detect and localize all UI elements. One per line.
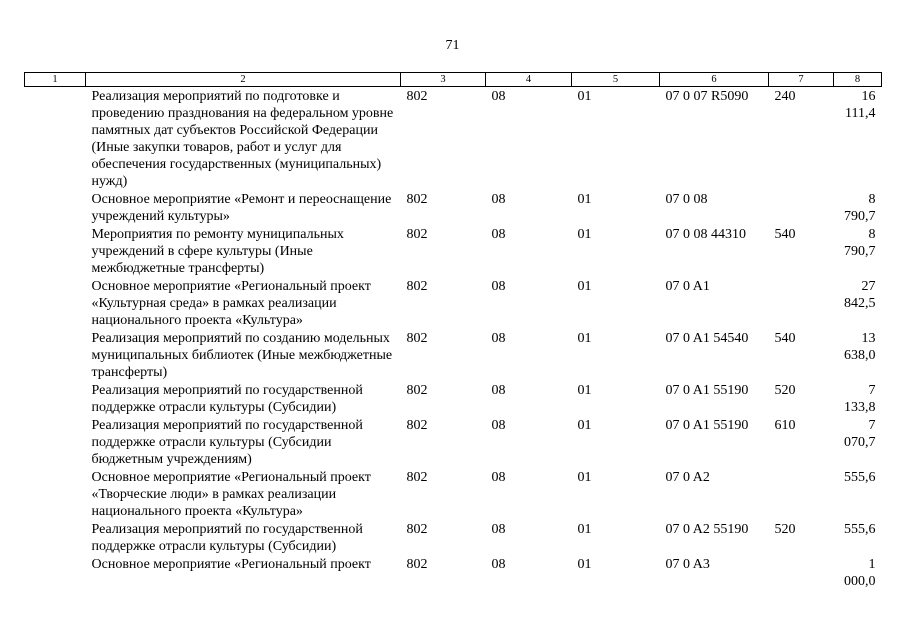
- item-name-cell: Реализация мероприятий по созданию модельных муниципальных библиотек (Иные межбюджетные трансферты): [91, 331, 393, 380]
- item-name-cell: Основное мероприятие «Региональный проект «Творческие люди» в рамках реализации национального проекта «Культура»: [91, 470, 371, 519]
- target-article-cell: 07 0 A1 55190: [665, 418, 749, 433]
- row-number-cell: [25, 225, 86, 277]
- column-header: 7: [769, 73, 834, 87]
- item-name-cell: Основное мероприятие «Ремонт и переоснащение учреждений культуры»: [91, 192, 392, 224]
- section-code-cell: 08: [491, 557, 506, 572]
- budget-table: [24, 72, 882, 590]
- row-number-cell: [25, 468, 86, 520]
- section-code-cell: 08: [491, 522, 506, 537]
- section-code-cell: 08: [491, 192, 506, 207]
- target-article-cell: 07 0 A1 55190: [665, 383, 749, 398]
- page-number: 71: [445, 38, 460, 53]
- column-header: 4: [486, 73, 572, 87]
- amount-cell: 555,6: [844, 522, 876, 537]
- item-name-cell: Реализация мероприятий по государственной поддержке отрасли культуры (Субсидии): [91, 522, 363, 554]
- column-number-row: [25, 73, 882, 87]
- grbs-code-cell: 802: [406, 331, 428, 346]
- table-row: [25, 468, 882, 520]
- amount-cell: 8 790,7: [844, 192, 876, 224]
- section-code-cell: 08: [491, 89, 506, 104]
- section-code-cell: 08: [491, 279, 506, 294]
- amount-cell: 27 842,5: [844, 279, 876, 311]
- item-name-cell: Реализация мероприятий по государственной поддержке отрасли культуры (Субсидии бюджетным учреждениям): [91, 418, 363, 467]
- amount-cell: 16 111,4: [845, 89, 876, 121]
- amount-cell: 7 070,7: [844, 418, 876, 450]
- column-header: 2: [86, 73, 401, 87]
- amount-cell: 555,6: [844, 470, 876, 485]
- grbs-code-cell: 802: [406, 227, 428, 242]
- expense-type-cell: [769, 190, 834, 225]
- item-name-cell: Мероприятия по ремонту муниципальных учреждений в сфере культуры (Иные межбюджетные трансферты): [91, 227, 344, 276]
- expense-type-cell: 540: [774, 227, 796, 242]
- grbs-code-cell: 802: [406, 192, 428, 207]
- row-number-cell: [25, 190, 86, 225]
- grbs-code-cell: 802: [406, 557, 428, 572]
- table-body: [25, 87, 882, 591]
- row-number-cell: [25, 416, 86, 468]
- table-row: [25, 555, 882, 590]
- expense-type-cell: 240: [774, 89, 796, 104]
- subsection-code-cell: 01: [577, 331, 592, 346]
- item-name-cell: Основное мероприятие «Региональный проект: [91, 557, 371, 572]
- amount-cell: 13 638,0: [844, 331, 876, 363]
- subsection-code-cell: 01: [577, 227, 592, 242]
- subsection-code-cell: 01: [577, 418, 592, 433]
- row-number-cell: [25, 381, 86, 416]
- subsection-code-cell: 01: [577, 192, 592, 207]
- amount-cell: 1 000,0: [844, 557, 876, 589]
- target-article-cell: 07 0 A1: [665, 279, 710, 294]
- target-article-cell: 07 0 08 44310: [665, 227, 746, 242]
- table-row: [25, 190, 882, 225]
- item-name-cell: Реализация мероприятий по подготовке и проведению празднования на федеральном уровне памятных дат субъектов Российской Федерации (Иные закупки товаров, работ и услуг для обеспечения государственных (муниципальных) нужд): [91, 89, 394, 189]
- table-row: [25, 329, 882, 381]
- grbs-code-cell: 802: [406, 279, 428, 294]
- expense-type-cell: [769, 468, 834, 520]
- section-code-cell: 08: [491, 418, 506, 433]
- column-header: 6: [660, 73, 769, 87]
- table-row: [25, 520, 882, 555]
- column-header: 3: [401, 73, 486, 87]
- subsection-code-cell: 01: [577, 557, 592, 572]
- table-row: [25, 87, 882, 191]
- grbs-code-cell: 802: [406, 418, 428, 433]
- subsection-code-cell: 01: [577, 470, 592, 485]
- section-code-cell: 08: [491, 470, 506, 485]
- expense-type-cell: [769, 555, 834, 590]
- grbs-code-cell: 802: [406, 383, 428, 398]
- table-row: [25, 225, 882, 277]
- row-number-cell: [25, 555, 86, 590]
- amount-cell: 7 133,8: [844, 383, 876, 415]
- target-article-cell: 07 0 A2 55190: [665, 522, 749, 537]
- row-number-cell: [25, 520, 86, 555]
- column-header: 1: [25, 73, 86, 87]
- row-number-cell: [25, 277, 86, 329]
- target-article-cell: 07 0 A1 54540: [665, 331, 749, 346]
- table-row: [25, 277, 882, 329]
- expense-type-cell: 540: [774, 331, 796, 346]
- target-article-cell: 07 0 A3: [665, 557, 710, 572]
- subsection-code-cell: 01: [577, 522, 592, 537]
- section-code-cell: 08: [491, 383, 506, 398]
- expense-type-cell: 520: [774, 522, 796, 537]
- target-article-cell: 07 0 07 R5090: [665, 89, 749, 104]
- column-header: 8: [834, 73, 882, 87]
- subsection-code-cell: 01: [577, 89, 592, 104]
- target-article-cell: 07 0 A2: [665, 470, 710, 485]
- subsection-code-cell: 01: [577, 279, 592, 294]
- section-code-cell: 08: [491, 331, 506, 346]
- item-name-cell: Реализация мероприятий по государственной поддержке отрасли культуры (Субсидии): [91, 383, 363, 415]
- grbs-code-cell: 802: [406, 470, 428, 485]
- expense-type-cell: 520: [774, 383, 796, 398]
- column-header: 5: [572, 73, 660, 87]
- item-name-cell: Основное мероприятие «Региональный проект «Культурная среда» в рамках реализации национального проекта «Культура»: [91, 279, 371, 328]
- grbs-code-cell: 802: [406, 89, 428, 104]
- expense-type-cell: [769, 277, 834, 329]
- table-row: [25, 381, 882, 416]
- section-code-cell: 08: [491, 227, 506, 242]
- amount-cell: 8 790,7: [844, 227, 876, 259]
- row-number-cell: [25, 87, 86, 191]
- subsection-code-cell: 01: [577, 383, 592, 398]
- table-row: [25, 416, 882, 468]
- row-number-cell: [25, 329, 86, 381]
- grbs-code-cell: 802: [406, 522, 428, 537]
- target-article-cell: 07 0 08: [665, 192, 708, 207]
- expense-type-cell: 610: [774, 418, 796, 433]
